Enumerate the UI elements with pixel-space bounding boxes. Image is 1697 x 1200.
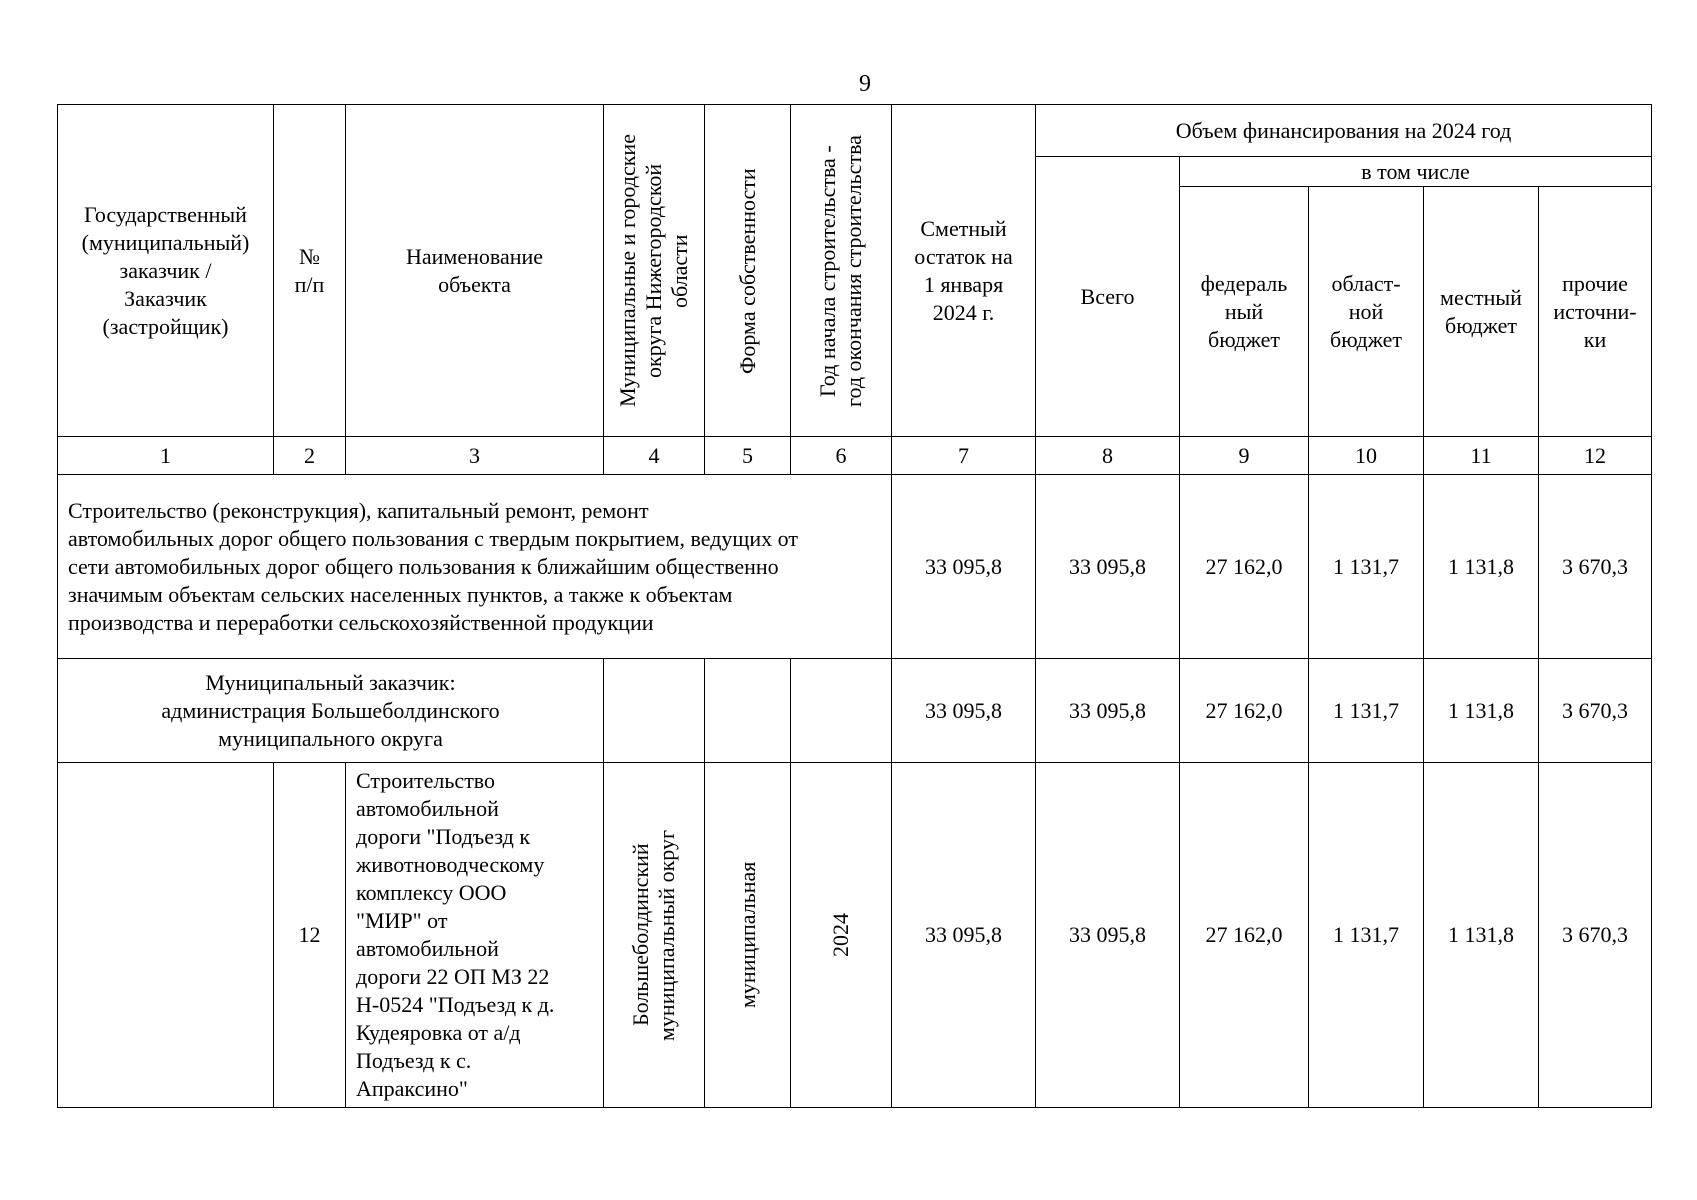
column-number: 7 — [892, 437, 1036, 475]
customer-federal: 27 162,0 — [1180, 659, 1309, 763]
section-total: 33 095,8 — [1036, 475, 1180, 659]
column-number: 8 — [1036, 437, 1180, 475]
col-header-estimate: Сметный остаток на 1 января 2024 г. — [892, 105, 1036, 437]
column-number-row — [58, 437, 1652, 475]
column-number: 3 — [346, 437, 604, 475]
object-federal: 27 162,0 — [1180, 763, 1309, 1108]
customer-empty-cell — [705, 659, 791, 763]
object-num: 12 — [274, 763, 346, 1108]
object-row — [58, 763, 1652, 1108]
section-row — [58, 475, 1652, 659]
object-years: 2024 — [791, 763, 892, 1108]
col-header-years: Год начала строительства - год окончания строительства — [791, 105, 892, 437]
column-number: 1 — [58, 437, 274, 475]
column-number: 6 — [791, 437, 892, 475]
column-number: 12 — [1539, 437, 1652, 475]
object-name: Строительство автомобильной дороги "Подъезд к животноводческому комплексу ООО "МИР" от автомобильной дороги 22 ОП МЗ 22 Н-0524 "Подъезд к д. Кудеяровка от а/д Подъезд к с. Апраксино" — [346, 763, 604, 1108]
customer-local: 1 131,8 — [1424, 659, 1539, 763]
customer-other: 3 670,3 — [1539, 659, 1652, 763]
object-local: 1 131,8 — [1424, 763, 1539, 1108]
header-row — [58, 105, 1652, 157]
customer-empty-cell — [791, 659, 892, 763]
object-other: 3 670,3 — [1539, 763, 1652, 1108]
object-regional: 1 131,7 — [1309, 763, 1424, 1108]
column-number: 5 — [705, 437, 791, 475]
object-estimate: 33 095,8 — [892, 763, 1036, 1108]
col-header-num: № п/п — [274, 105, 346, 437]
financing-table — [57, 104, 1652, 1108]
col-header-including: в том числе — [1180, 157, 1652, 187]
section-title: Строительство (реконструкция), капитальный ремонт, ремонт автомобильных дорог общего пользования с твердым покрытием, ведущих от сети автомобильных дорог общего пользования к ближайшим общественно значимым объектам сельских населенных пунктов, а также к объектам производства и переработки сельскохозяйственной продукции — [58, 475, 892, 659]
col-header-other: прочие источни- ки — [1539, 187, 1652, 437]
object-customer-cell — [58, 763, 274, 1108]
section-estimate: 33 095,8 — [892, 475, 1036, 659]
col-header-federal: федераль ный бюджет — [1180, 187, 1309, 437]
column-number: 10 — [1309, 437, 1424, 475]
customer-estimate: 33 095,8 — [892, 659, 1036, 763]
col-header-local: местный бюджет — [1424, 187, 1539, 437]
column-number: 4 — [604, 437, 705, 475]
customer-total: 33 095,8 — [1036, 659, 1180, 763]
customer-row — [58, 659, 1652, 763]
column-number: 11 — [1424, 437, 1539, 475]
col-header-ownership: Форма собственности — [705, 105, 791, 437]
col-header-funding-group: Объем финансирования на 2024 год — [1036, 105, 1652, 157]
object-district: Большеболдинский муниципальный округ — [604, 763, 705, 1108]
section-other: 3 670,3 — [1539, 475, 1652, 659]
col-header-customer: Государственный (муниципальный) заказчик / Заказчик (застройщик) — [58, 105, 274, 437]
customer-empty-cell — [604, 659, 705, 763]
section-regional: 1 131,7 — [1309, 475, 1424, 659]
col-header-regional: област- ной бюджет — [1309, 187, 1424, 437]
col-header-object-name: Наименование объекта — [346, 105, 604, 437]
section-federal: 27 162,0 — [1180, 475, 1309, 659]
customer-regional: 1 131,7 — [1309, 659, 1424, 763]
section-local: 1 131,8 — [1424, 475, 1539, 659]
object-ownership: муниципальная — [705, 763, 791, 1108]
col-header-districts: Муниципальные и городские округа Нижегородской области — [604, 105, 705, 437]
object-total: 33 095,8 — [1036, 763, 1180, 1108]
col-header-total: Всего — [1036, 157, 1180, 437]
customer-label: Муниципальный заказчик: администрация Большеболдинского муниципального округа — [58, 659, 604, 763]
column-number: 2 — [274, 437, 346, 475]
column-number: 9 — [1180, 437, 1309, 475]
page-number: 9 — [859, 71, 871, 97]
